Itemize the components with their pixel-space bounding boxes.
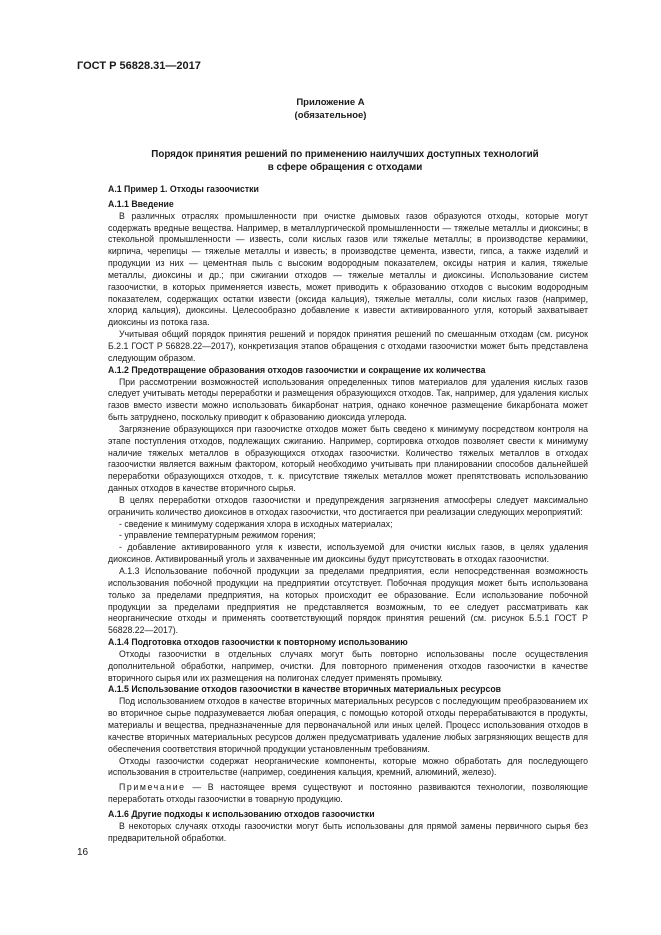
section-heading-a12: А.1.2 Предотвращение образования отходов газоочистки и сокращение их количества xyxy=(108,364,486,375)
paragraph: Отходы газоочистки содержат неорганические компоненты, которые можно обработать для последующего использования в строительстве (например, соединения кальция, кремний, алюминий, железо). xyxy=(108,755,588,778)
section-heading-a15: А.1.5 Использование отходов газоочистки в качестве вторичных материальных ресурсов xyxy=(108,684,502,695)
section-heading-a11: А.1.1 Введение xyxy=(108,198,174,209)
note xyxy=(108,782,588,806)
section-heading-a14: А.1.4 Подготовка отходов газоочистки к повторному использованию xyxy=(108,637,408,648)
list-item: - добавление активированного угля к извести, используемой для очистки кислых газов, в целях удаления диоксинов. Активированный уголь и захваченные им диоксины будут присутствовать в отходах газоочистки. xyxy=(108,542,588,565)
note-label: Примечание xyxy=(119,782,186,793)
paragraph: В различных отраслях промышленности при очистке дымовых газов образуются отходы, которые могут содержать вредные вещества. Например, в металлургической промышленности — тяжелые металлы и диоксины; в стекольной промышленности — известь, соли кислых газов или тяжелые металлы; в производстве керамики, кирпича, черепицы — тяжелые металлы и известь; в производстве цемента, извести, гипса, а также изделий и продукции из них — цементная пыль с высоким водородным показателем, оксиды натрия и калия, тяжелые металлы, диоксины и др.; при сжигании отходов — тяжелые металлы и диоксины. Использование систем газоочистки, в которых применяется известь, может приводить к образованию отходов с высоким водородным показателем, содержащих остатки извести (оксида кальция), тяжелые металлы, соли кислых газов (например, хлорид кальция), диоксины. Целесообразно добавление к извести активированного угля, который захватывает диоксины из потока газа. xyxy=(108,210,588,328)
appendix-status: (обязательное) xyxy=(294,110,367,121)
title-line-2: в сфере обращения с отходами xyxy=(267,162,423,173)
section-heading-a16: А.1.6 Другие подходы к использованию отходов газоочистки xyxy=(108,808,375,819)
paragraph: Загрязнение образующихся при газоочистке отходов может быть сведено к минимуму посредством контроля на этапе поступления отходов, подлежащих сжиганию. Например, сортировка отходов позволяет свести к минимуму наличие тяжелых металлов в образующихся отходах газоочистки. Количество тяжелых металлов в отходах газоочистки является важным фактором, который необходимо учитывать при планировании способов дальнейшей переработки образующихся отходов, т. к. присутствие тяжелых металлов может препятствовать использованию данных отходов в качестве вторичного сырья. xyxy=(108,423,588,494)
paragraph: Учитывая общий порядок принятия решений и порядок принятия решений по смешанным отходам (см. рисунок Б.2.1 ГОСТ Р 56828.22—2017), конкретизация этапов обращения с отходами газоочистки может быть представлена следующим образом. xyxy=(108,329,588,363)
paragraph: В целях переработки отходов газоочистки и предупреждения загрязнения атмосферы следует максимально ограничить количество диоксинов в отходах газоочистки, что достигается при реализации следующих мероприятий: xyxy=(108,494,588,517)
paragraph: Под использованием отходов в качестве вторичных материальных ресурсов с последующим преобразованием их во вторичное сырье подразумевается любая операция, с помощью которой отходы перерабатываются в продукты, материалы и вещества, предназначенные для первоначальной или иных целей. Процесс использования отходов в качестве вторичных материальных ресурсов должен предусматривать удаление любых загрязняющих веществ для обеспечения соответствия вторичной продукции установленным требованиям. xyxy=(108,696,588,754)
paragraph-a13: А.1.3 Использование побочной продукции за пределами предприятия, если непосредственная возможность использования побочной продукции на предприятии отсутствует. Побочная продукция может быть использована только за пределами предприятия, на которых происходит ее образование. Если использование побочной продукции за пределами предприятия не представляется возможным, то ее следует рассматривать как неорганические отходы и применять соответствующий порядок принятия решений (см. рисунок Б.5.1 ГОСТ Р 56828.22—2017). xyxy=(108,566,588,636)
list-item: - сведение к минимуму содержания хлора в исходных материалах; xyxy=(119,518,393,529)
page-number: 16 xyxy=(77,847,89,858)
note-text: — В настоящее время существуют и постоянно развиваются технологии, позволяющие переработать отходы газоочистки в товарную продукцию. xyxy=(108,782,588,805)
appendix-title xyxy=(110,148,580,174)
title-line-1: Порядок принятия решений по применению наилучших доступных технологий xyxy=(151,149,539,160)
paragraph: При рассмотрении возможностей использования определенных типов материалов для удаления кислых газов следует учитывать методы переработки и размещения образующихся отходов. Так, например, для удаления кислых газов вместо извести можно использовать бикарбонат натрия, однако конечное размещение бикарбоната может быть затруднено, поскольку приводит к образованию диоксида углерода. xyxy=(108,376,588,423)
standard-header: ГОСТ Р 56828.31—2017 xyxy=(77,60,201,72)
appendix-label: Приложение А xyxy=(296,97,365,108)
list-item: - управление температурным режимом горения; xyxy=(119,530,316,541)
document-body xyxy=(108,184,588,844)
section-heading-a1: А.1 Пример 1. Отходы газоочистки xyxy=(108,184,259,194)
paragraph: В некоторых случаях отходы газоочистки могут быть использованы для прямой замены первичного сырья без предварительной обработки. xyxy=(108,820,588,843)
paragraph: Отходы газоочистки в отдельных случаях могут быть повторно использованы после осуществления дополнительной обработки, например, очистки. Для повторного применения отходов газоочистки в качестве вторичного сырья или их размещения на полигонах следует применять промывку. xyxy=(108,648,588,683)
